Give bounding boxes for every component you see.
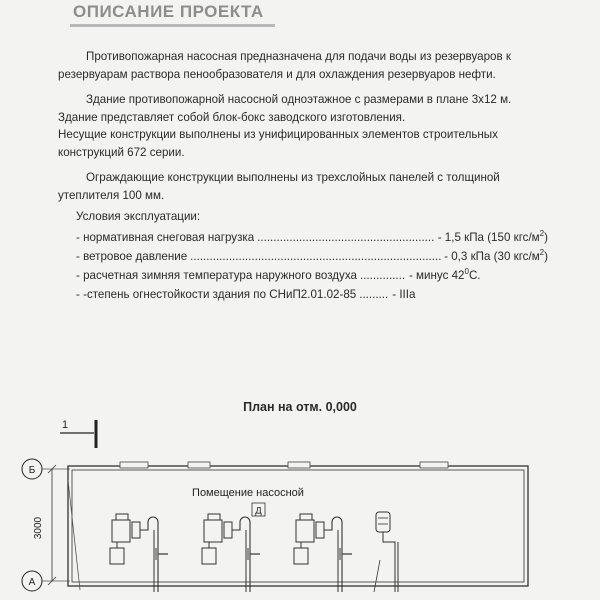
- axis-b-label: Б: [28, 465, 36, 476]
- window: [188, 462, 210, 468]
- condition-value: - 0,3 кПа (30 кгс/$м^2$): [444, 247, 548, 263]
- section-marker: [60, 419, 96, 448]
- paragraph-structures: Несущие конструкции выполнены из унифицированных элементов строительных конструкций 672 серии.: [58, 128, 498, 159]
- plan-title: План на отм. 0,000: [243, 400, 357, 414]
- pump-unit: [294, 514, 352, 592]
- axis-a-label: А: [28, 577, 36, 588]
- dimension-line: [33, 465, 56, 585]
- paragraph-purpose: Противопожарная насосная предназначена для подачи воды из резервуаров к резервуарам раствора пенообразователя и для охлаждения резервуаров нефти.: [58, 50, 511, 81]
- paragraph-size: Здание противопожарной насосной одноэтажное с размерами в плане 3х12 м.: [86, 93, 512, 106]
- section-number: 1: [62, 419, 69, 431]
- paragraph-enclosure: Ограждающие конструкции выполнены из трехслойных панелей с толщиной утеплителя 100 мм.: [58, 171, 500, 202]
- conditions-title: Условия эксплуатации:: [76, 210, 201, 223]
- window: [288, 462, 310, 468]
- condition-name: - -степень огнестойкости здания по СНиП2.01.02-85: [76, 287, 357, 301]
- page-title: ОПИСАНИЕ ПРОЕКТА: [73, 2, 264, 21]
- condition-value: - минус $42^0С$.: [408, 266, 481, 282]
- pump-unit: [202, 514, 260, 592]
- condition-name: - ветровое давление: [76, 249, 188, 263]
- window: [420, 462, 448, 468]
- dimension-value: 3000: [33, 516, 44, 540]
- condition-name: - расчетная зимняя температура наружного воздуха: [76, 268, 357, 282]
- room-tag: [252, 503, 265, 517]
- condition-value: - 1,5 кПа (150 кгс/$м^2$): [437, 228, 548, 244]
- axis-b-marker: [22, 459, 70, 479]
- room-label: Помещение насосной: [192, 487, 304, 499]
- window: [120, 462, 148, 468]
- room-tag-label: Д: [255, 505, 262, 517]
- building-walls: [68, 462, 528, 590]
- condition-name: - нормативная снеговая нагрузка: [76, 230, 255, 244]
- vertical-pump-unit: [374, 512, 398, 592]
- condition-value: - IIIa: [392, 287, 416, 301]
- pump-unit: [110, 514, 168, 592]
- axis-a-marker: [22, 571, 70, 591]
- paragraph-blockbox: Здание представляет собой блок-бокс заводского изготовления.: [58, 110, 406, 124]
